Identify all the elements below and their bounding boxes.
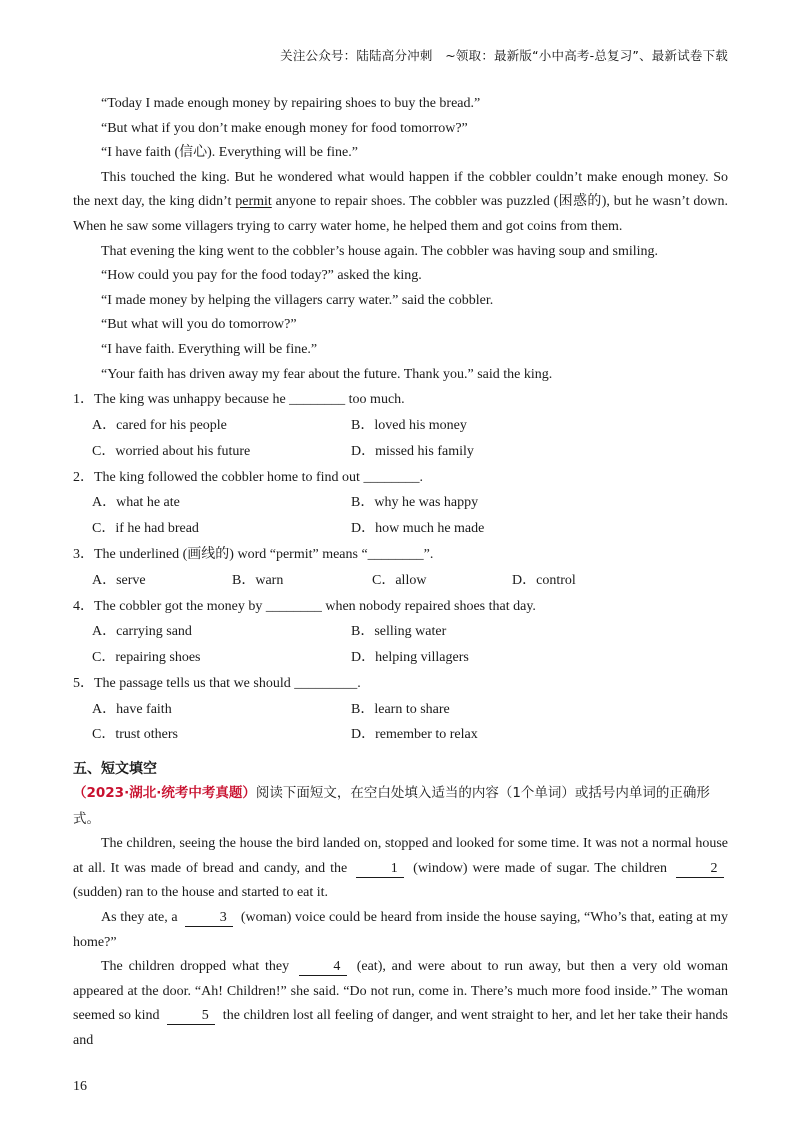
blank-5: 5 — [167, 1008, 215, 1025]
option-b: B．selling water — [351, 624, 447, 640]
passage-paragraph: “I made money by helping the villagers carry water.” said the cobbler. — [101, 292, 494, 308]
passage-paragraph: “Today I made enough money by repairing shoes to buy the bread.” — [101, 96, 481, 111]
option-d: D．helping villagers — [351, 650, 469, 666]
question-2: 2．The king followed the cobbler home to find out ________. — [73, 469, 423, 485]
option-a: A．serve — [92, 572, 146, 588]
option-d: D．control — [512, 572, 576, 588]
blank-2: 2 — [676, 861, 724, 878]
section-instruction: （2023·湖北·统考中考真题）阅读下面短文，在空白处填入适当的内容（1个单词）或括号内单词的正确形式。 — [73, 785, 710, 828]
cloze-paragraph: The children, seeing the house the bird landed on, stopped and looked for some time. It was not a normal house at all. It was made of bread and candy, and the 1 (window) were made of sugar. The children 2 (sudden) ran to the house and started to eat it. — [73, 836, 728, 901]
option-b: B．loved his money — [351, 417, 467, 433]
option-b: B．warn — [232, 572, 284, 588]
option-c: C．trust others — [92, 727, 178, 743]
option-a: A．have faith — [92, 701, 172, 717]
passage-paragraph: This touched the king. But he wondered what would happen if the cobbler couldn’t make enough money. So the next day, the king didn’t permit anyone to repair shoes. The cobbler was puzzled (困惑的), but he wasn’t down. When he saw some villagers trying to carry water home, he helped them and got coins from them. — [73, 169, 728, 234]
page-header: 关注公众号：陆陆高分冲刺 ~领取：最新版“小中高考-总复习”、最新试卷下载 — [280, 48, 728, 63]
option-b: B．learn to share — [351, 701, 450, 717]
cloze-paragraph: As they ate, a 3 (woman) voice could be heard from inside the house saying, “Who’s that, eating at my home?” — [73, 910, 728, 950]
source-tag: （2023·湖北·统考中考真题） — [73, 785, 256, 802]
options-row — [73, 722, 728, 748]
blank-1: 1 — [356, 861, 404, 878]
blank-3: 3 — [185, 910, 233, 927]
passage-paragraph: That evening the king went to the cobbler’s house again. The cobbler was having soup and smiling. — [101, 243, 659, 259]
option-a: A．what he ate — [92, 495, 180, 511]
passage-paragraph: “I have faith (信心). Everything will be fine.” — [101, 145, 358, 161]
underlined-word: permit — [235, 194, 272, 210]
question-3: 3．The underlined (画线的) word “permit” means “________”. — [73, 546, 434, 562]
section-title: 五、短文填空 — [73, 761, 157, 778]
question-1: 1．The king was unhappy because he ________ too much. — [73, 392, 405, 408]
passage-paragraph: “How could you pay for the food today?” asked the king. — [101, 268, 422, 284]
option-d: D．how much he made — [351, 521, 485, 537]
page-content — [73, 92, 728, 1054]
option-c: C．worried about his future — [92, 443, 251, 459]
passage-paragraph: “But what if you don’t make enough money for food tomorrow?” — [101, 120, 468, 136]
option-a: A．carrying sand — [92, 624, 192, 640]
options-row — [73, 697, 728, 723]
option-b: B．why he was happy — [351, 495, 479, 511]
option-d: D．missed his family — [351, 443, 474, 459]
options-row — [73, 568, 728, 594]
options-row — [73, 413, 728, 439]
option-a: A．cared for his people — [92, 417, 227, 433]
cloze-paragraph: The children dropped what they 4 (eat), and were about to run away, but then a very old woman appeared at the door. “Ah! Children!” she said. “Do not run, come in. There’s much more food inside.” The woman seemed so kind 5 the children lost all feeling of danger, and went straight to her, and let her take their hands and — [73, 959, 729, 1049]
page-number: 16 — [73, 1079, 87, 1094]
question-4: 4．The cobbler got the money by ________ when nobody repaired shoes that day. — [73, 598, 536, 614]
blank-4: 4 — [299, 959, 347, 976]
options-row — [73, 619, 728, 645]
question-5: 5．The passage tells us that we should _________. — [73, 675, 361, 691]
option-c: C．repairing shoes — [92, 650, 201, 666]
options-row — [73, 490, 728, 516]
passage-paragraph: “But what will you do tomorrow?” — [101, 317, 297, 333]
options-row — [73, 645, 728, 671]
passage-paragraph: “I have faith. Everything will be fine.” — [101, 341, 318, 357]
passage-paragraph: “Your faith has driven away my fear about the future. Thank you.” said the king. — [101, 366, 553, 382]
option-d: D．remember to relax — [351, 727, 478, 743]
options-row — [73, 439, 728, 465]
option-c: C．if he had bread — [92, 521, 199, 537]
options-row — [73, 516, 728, 542]
option-c: C．allow — [372, 572, 427, 588]
